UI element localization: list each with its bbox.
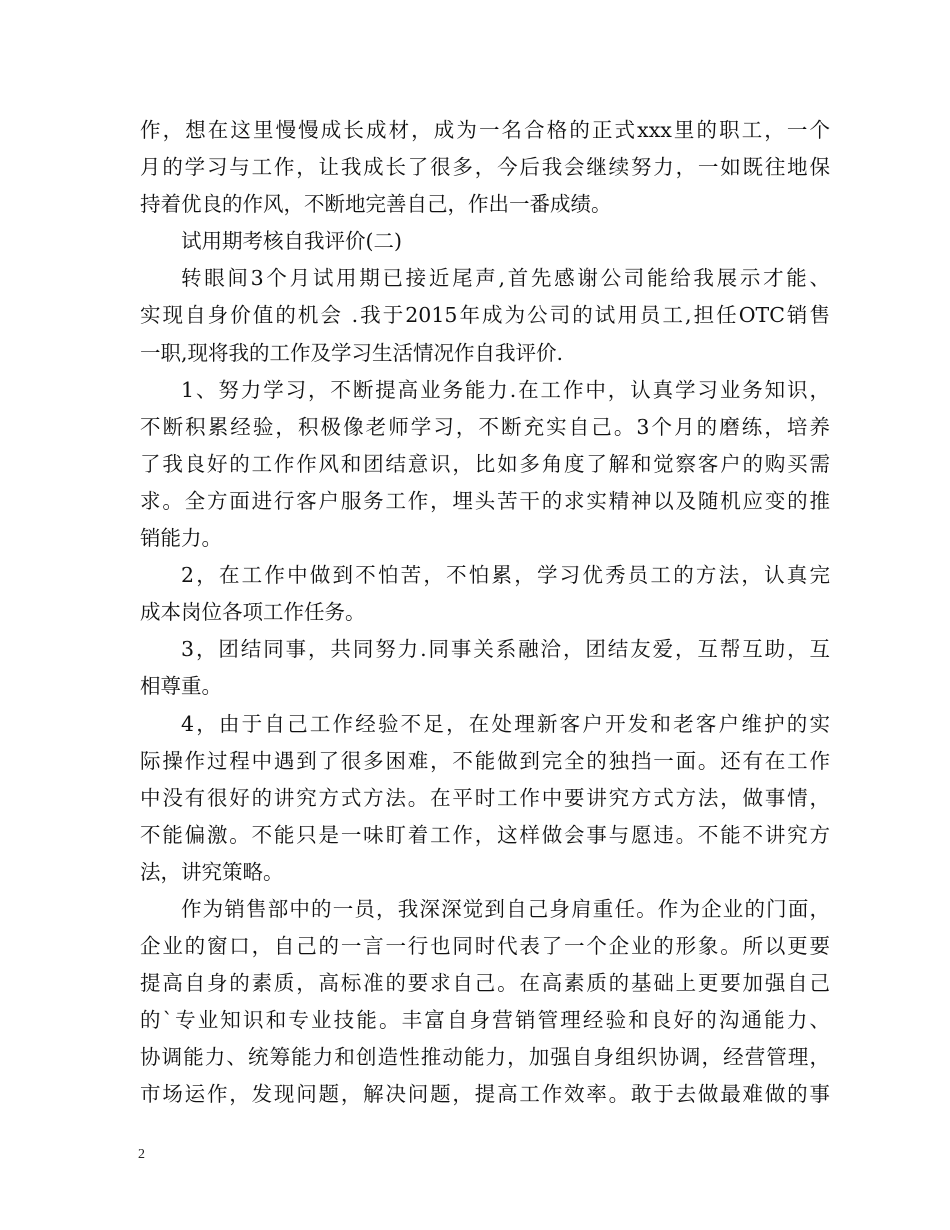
text-line: 的`专业知识和专业技能。丰富自身营销管理经验和良好的沟通能力、: [140, 1008, 830, 1033]
text-line: 持着优良的作风，不断地完善自己，作出一番成绩。: [140, 192, 612, 217]
text-line: 转眼间3个月试用期已接近尾声,首先感谢公司能给我展示才能、: [181, 266, 830, 291]
text-line: 不能偏激。不能只是一味盯着工作，这样做会事与愿违。不能不讲究方: [140, 822, 830, 847]
document-body: [140, 112, 830, 1114]
text-line: 企业的窗口，自己的一言一行也同时代表了一个企业的形象。所以更要: [140, 934, 830, 959]
text-line: 实现自身价值的机会 .我于2015年成为公司的试用员工,担任OTC销售: [140, 303, 830, 328]
text-line: 1、努力学习，不断提高业务能力.在工作中，认真学习业务知识，: [181, 377, 830, 402]
page-number: 2: [138, 1147, 145, 1162]
text-line: 不断积累经验，积极像老师学习，不断充实自己。3个月的磨练，培养: [140, 414, 830, 439]
text-line: 作为销售部中的一员，我深深觉到自己身肩重任。作为企业的门面，: [181, 896, 830, 921]
text-line: 相尊重。: [140, 674, 222, 699]
text-line: 月的学习与工作，让我成长了很多，今后我会继续努力，一如既往地保: [140, 155, 830, 180]
text-line: 4，由于自己工作经验不足，在处理新客户开发和老客户维护的实: [181, 711, 830, 736]
text-line: 作，想在这里慢慢成长成材，成为一名合格的正式xxx里的职工，一个: [140, 118, 830, 142]
text-line: 销能力。: [140, 526, 222, 551]
text-line: 试用期考核自我评价(二): [181, 229, 402, 254]
text-line: 市场运作，发现问题，解决问题，提高工作效率。敢于去做最难做的事: [140, 1082, 830, 1107]
text-line: 成本岗位各项工作任务。: [140, 600, 366, 625]
text-line: 协调能力、统筹能力和创造性推动能力，加强自身组织协调，经营管理，: [140, 1045, 830, 1070]
text-line: 提高自身的素质，高标准的要求自己。在高素质的基础上更要加强自己: [140, 971, 830, 996]
text-line: 一职,现将我的工作及学习生活情况作自我评价.: [140, 340, 564, 365]
text-line: 中没有很好的讲究方式方法。在平时工作中要讲究方式方法，做事情，: [140, 785, 830, 810]
text-line: 了我良好的工作作风和团结意识，比如多角度了解和觉察客户的购买需: [140, 451, 830, 476]
text-line: 法，讲究策略。: [140, 859, 284, 884]
text-line: 际操作过程中遇到了很多困难，不能做到完全的独挡一面。还有在工作: [140, 748, 830, 773]
text-line: 2，在工作中做到不怕苦，不怕累，学习优秀员工的方法，认真完: [181, 563, 830, 588]
text-line: 求。全方面进行客户服务工作，埋头苦干的求实精神以及随机应变的推: [140, 488, 830, 513]
text-line: 3，团结同事，共同努力.同事关系融洽，团结友爱，互帮互助，互: [181, 637, 830, 662]
